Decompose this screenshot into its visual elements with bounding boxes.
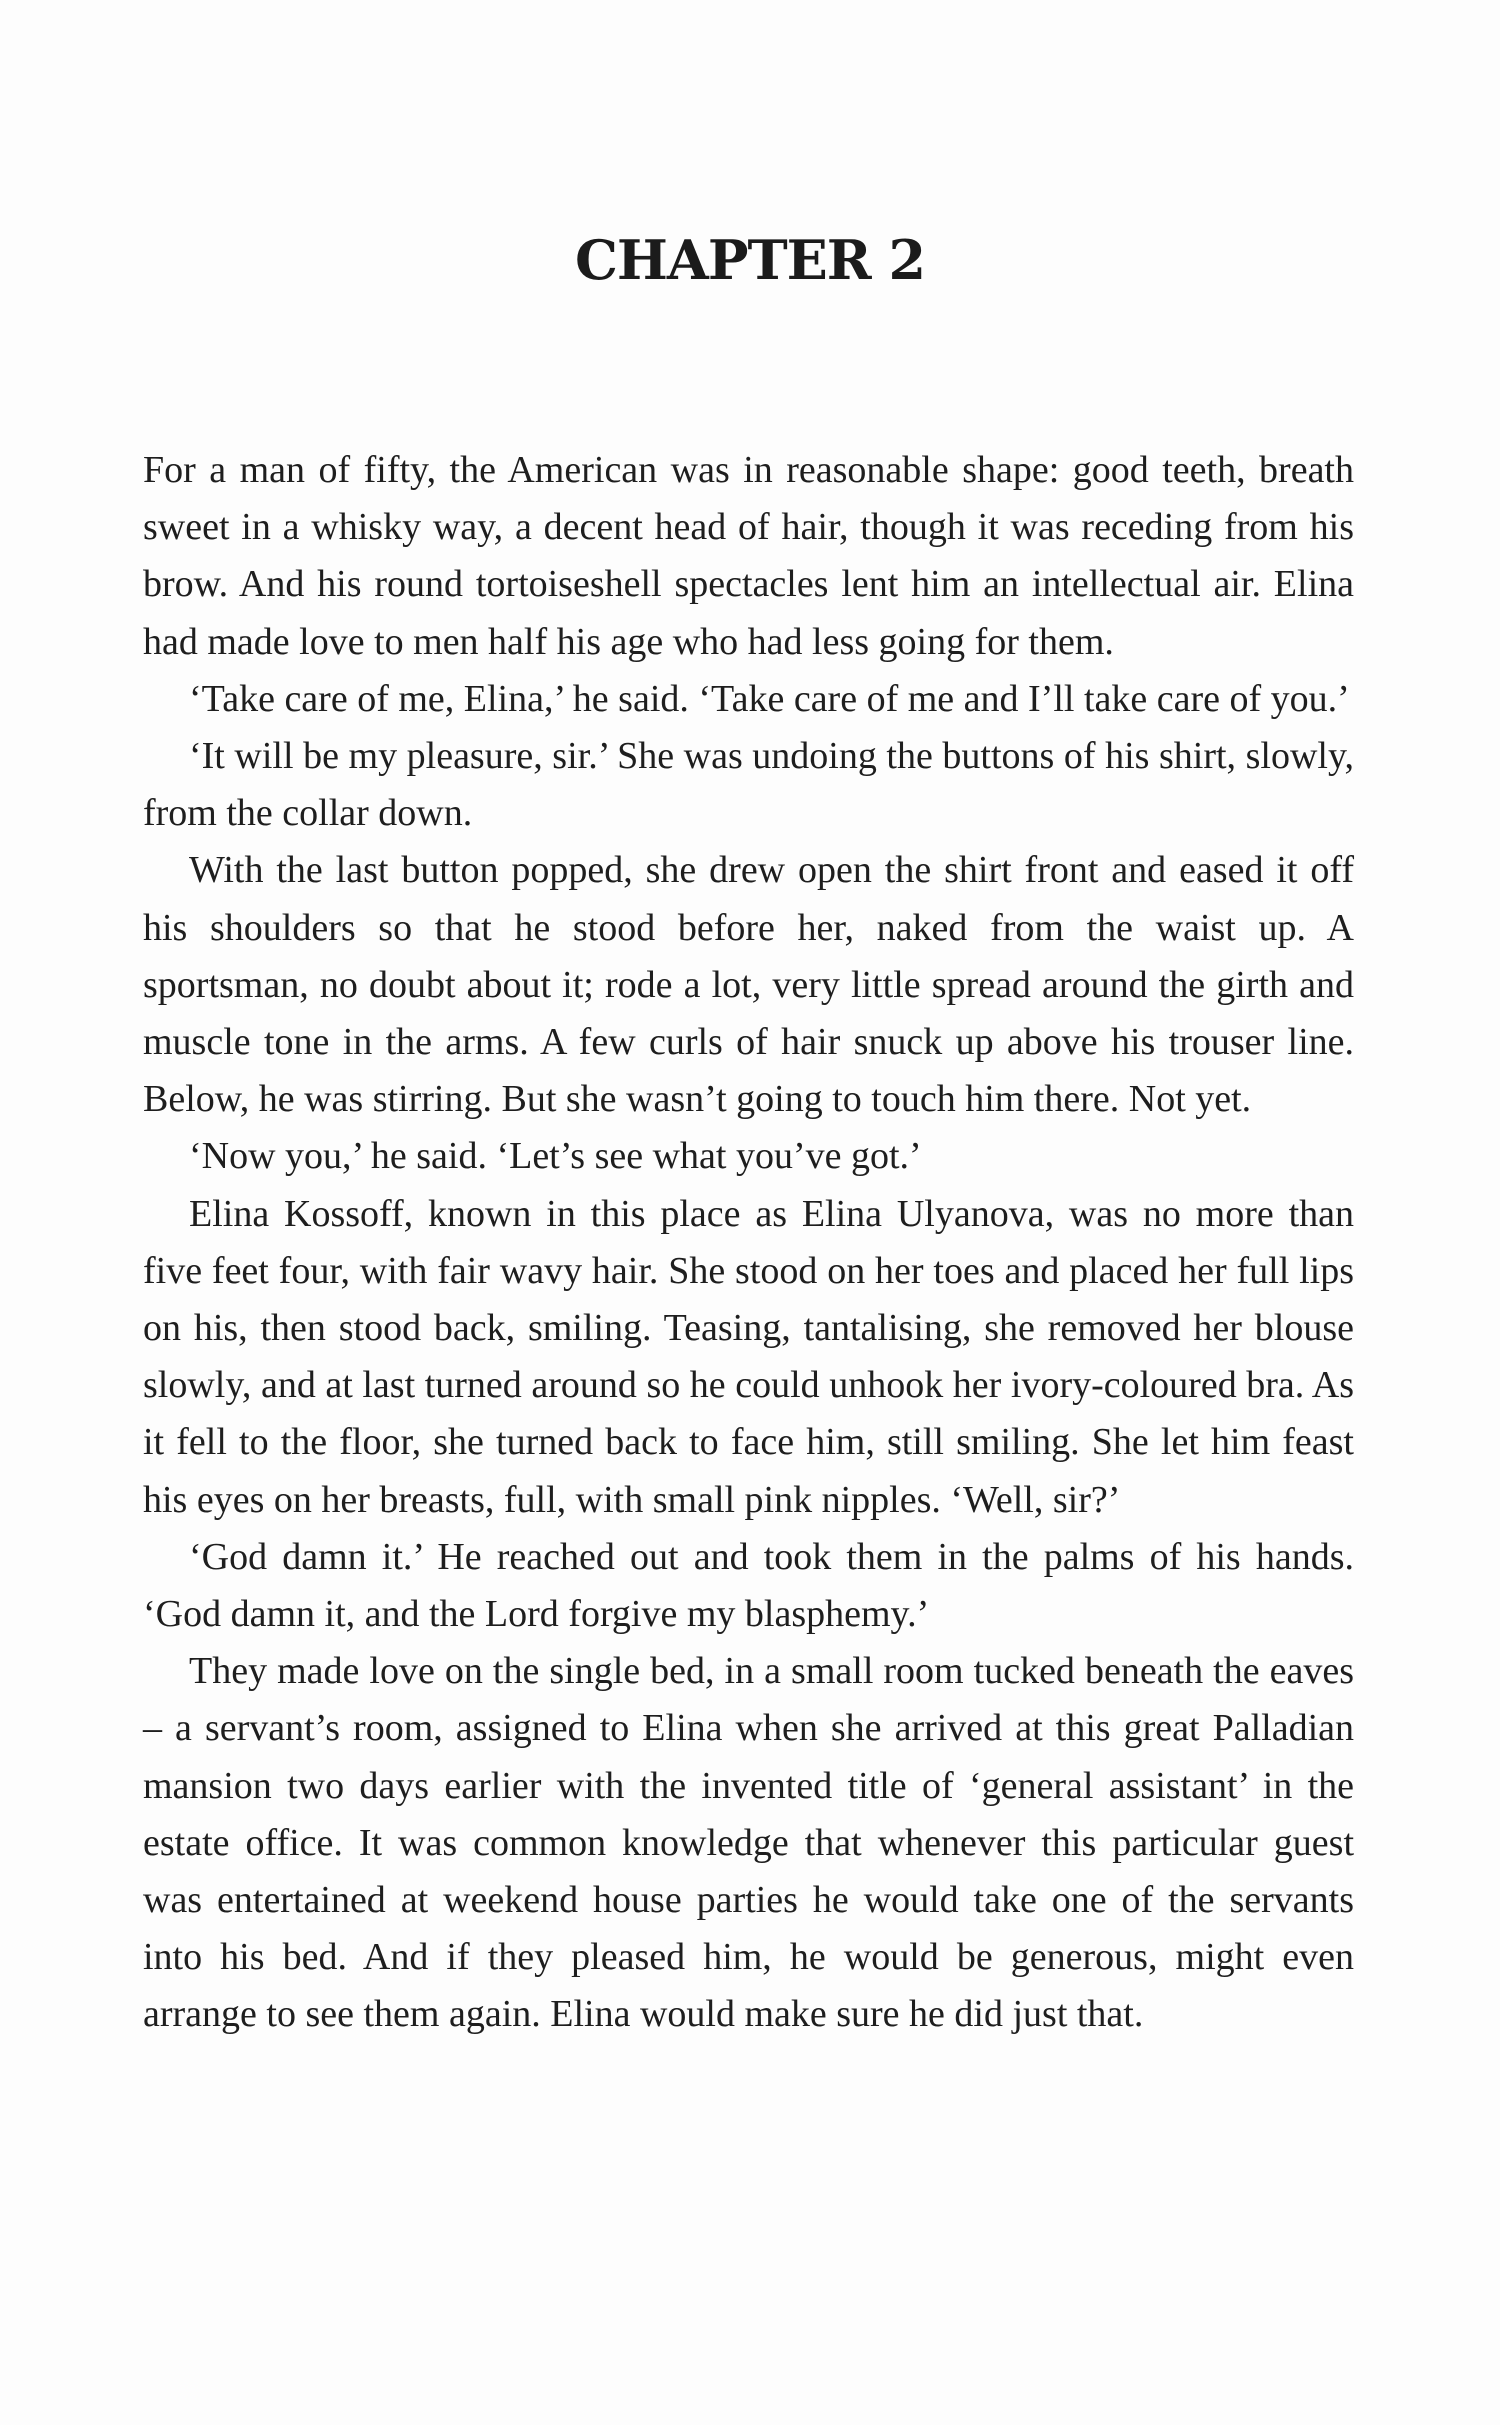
paragraph: With the last button popped, she drew open the shirt front and eased it off his shoulders so that he stood before her, naked from the waist up. A sportsman, no doubt about it; rode a lot, very little spread around the girth and muscle tone in the arms. A few curls of hair snuck up above his trouser line. Below, he was stirring. But she wasn’t going to touch him there. Not yet. bbox=[143, 849, 1354, 1121]
paragraph: For a man of fifty, the American was in reasonable shape: good teeth, breath sweet in a whisky way, a decent head of hair, though it was receding from his brow. And his round tortoiseshell spectacles lent him an intellectual air. Elina had made love to men half his age who had less going for them. bbox=[143, 449, 1354, 663]
paragraph: ‘God damn it.’ He reached out and took them in the palms of his hands. ‘God damn it, and the Lord forgive my blasphemy.’ bbox=[143, 1535, 1354, 1636]
chapter-title: CHAPTER 2 bbox=[574, 228, 926, 292]
paragraph: Elina Kossoff, known in this place as Elina Ulyanova, was no more than five feet four, with fair wavy hair. She stood on her toes and placed her full lips on his, then stood back, smiling. Teasing, tantalising, she removed her blouse slowly, and at last turned around so he could unhook her ivory-coloured bra. As it fell to the floor, she turned back to face him, still smiling. She let him feast his eyes on her breasts, full, with small pink nipples. ‘Well, sir?’ bbox=[143, 1192, 1354, 1521]
paragraph: They made love on the single bed, in a small room tucked beneath the eaves – a servant’s room, assigned to Elina when she arrived at this great Palladian mansion two days earlier with the invented title of ‘general assistant’ in the estate office. It was common knowledge that whenever this particular guest was entertained at weekend house parties he would take one of the servants into his bed. And if they pleased him, he would be generous, might even arrange to see them again. Elina would make sure he did just that. bbox=[143, 1650, 1354, 2036]
paragraph: ‘Now you,’ he said. ‘Let’s see what you’ve got.’ bbox=[189, 1135, 922, 1178]
paragraph: ‘Take care of me, Elina,’ he said. ‘Take care of me and I’ll take care of you.’ bbox=[189, 677, 1350, 720]
chapter-body bbox=[143, 442, 1354, 2044]
paragraph: ‘It will be my pleasure, sir.’ She was undoing the buttons of his shirt, slowly, from the collar down. bbox=[143, 735, 1354, 835]
